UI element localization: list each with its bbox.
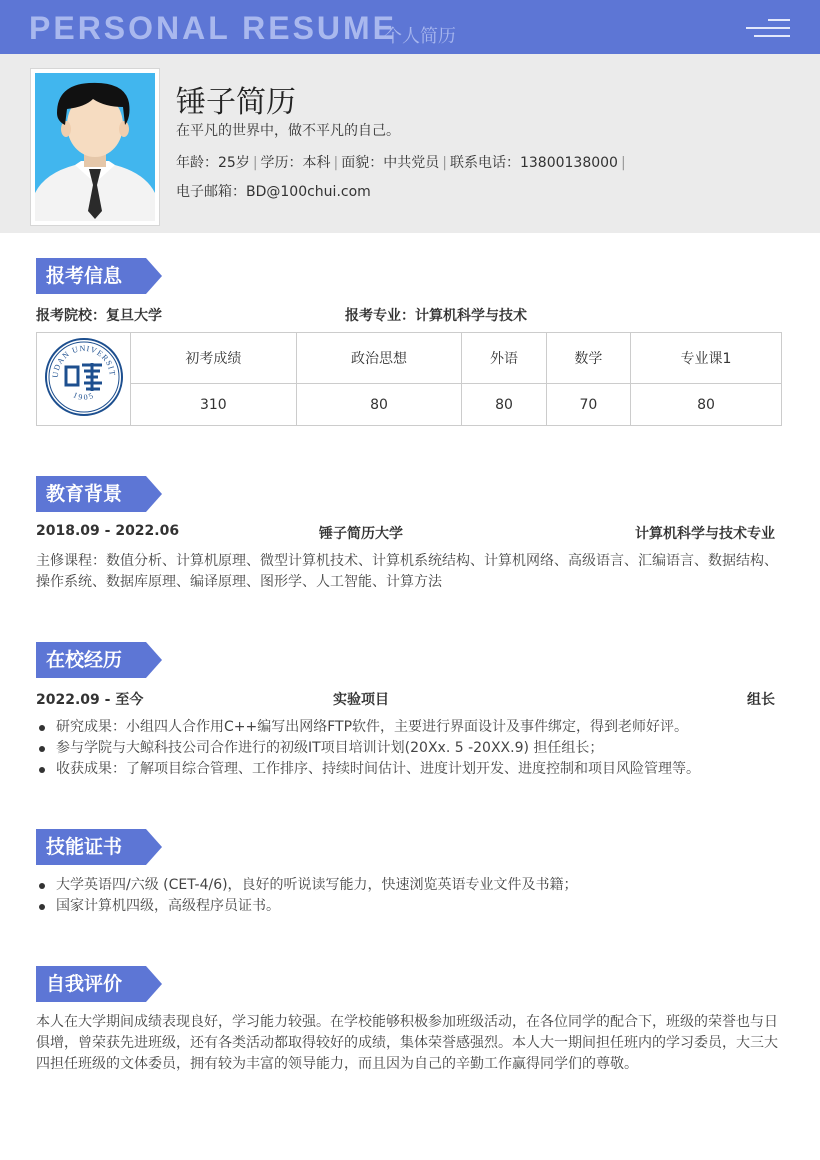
school-logo-cell	[37, 333, 131, 426]
phone: 联系电话：13800138000	[449, 155, 618, 171]
score-header: 外语	[462, 333, 546, 384]
campus-list	[36, 717, 796, 780]
profile-panel	[0, 54, 820, 233]
score-header: 专业课1	[631, 333, 782, 384]
list-item: 国家计算机四级，高级程序员证书。	[36, 896, 796, 917]
score-value: 80	[631, 384, 782, 426]
list-item: 大学英语四/六级 (CET-4/6)，良好的听说读写能力，快速浏览英语专业文件及书籍；	[36, 875, 796, 896]
motto: 在平凡的世界中，做不平凡的自己。	[176, 123, 400, 139]
exam-major: 报考专业：计算机科学与技术	[345, 308, 527, 324]
education-period: 2018.09 - 2022.06	[36, 523, 180, 539]
list-item: 收获成果：了解项目综合管理、工作排序、持续时间估计、进度计划开发、进度控制和项目风险管理等。	[36, 759, 796, 780]
self-evaluation-text: 本人在大学期间成绩表现良好，学习能力较强。在学校能够积极参加班级活动，在各位同学的配合下，班级的荣誉也与日俱增，曾荣获先进班级，还有各类活动都取得较好的成绩，集体荣誉感强烈。本人大一期间担任班内的学习委员，大三大四担任班级的文体委员，拥有较为丰富的领导能力，而且因为自己的辛勤工作赢得同学们的尊敬。	[36, 1014, 778, 1072]
exam-school: 报考院校：复旦大学	[36, 308, 162, 324]
score-header: 数学	[546, 333, 630, 384]
age: 年龄：25岁	[176, 155, 250, 171]
education-level: 学历：本科	[260, 155, 331, 171]
skills-list	[36, 875, 796, 917]
top-banner	[0, 0, 820, 54]
candidate-name: 锤子简历	[176, 85, 296, 120]
header-title-en: PERSONAL RESUME	[29, 10, 398, 46]
score-header: 初考成绩	[131, 333, 297, 384]
score-table	[36, 332, 782, 426]
avatar	[35, 73, 155, 221]
education-courses: 主修课程：数值分析、计算机原理、微型计算机技术、计算机系统结构、计算机网络、高级语言、汇编语言、数据结构、操作系统、数据库原理、编译原理、图形学、人工智能、计算方法	[36, 553, 778, 590]
education-major: 计算机科学与技术专业	[635, 526, 775, 542]
campus-project: 实验项目	[333, 692, 389, 708]
score-header: 政治思想	[296, 333, 462, 384]
campus-role: 组长	[747, 692, 775, 708]
list-item: 研究成果：小组四人合作用C++编写出网络FTP软件，主要进行界面设计及事件绑定，得到老师好评。	[36, 717, 796, 738]
list-item: 参与学院与大鲸科技公司合作进行的初级IT项目培训计划(20Xx. 5 -20XX.9) 担任组长；	[36, 738, 796, 759]
header-title-cn: 个人简历	[384, 26, 456, 47]
svg-text:1905: 1905	[71, 390, 96, 403]
score-value: 80	[296, 384, 462, 426]
menu-lines-icon[interactable]	[746, 19, 790, 39]
education-school: 锤子简历大学	[319, 526, 403, 542]
email: 电子邮箱：BD@100chui.com	[176, 184, 371, 200]
score-value: 70	[546, 384, 630, 426]
avatar-frame	[30, 68, 160, 226]
campus-period: 2022.09 - 至今	[36, 692, 144, 708]
svg-text:FUDAN UNIVERSITY: UDAN UNIVERSIT	[50, 343, 117, 379]
score-value: 80	[462, 384, 546, 426]
score-value: 310	[131, 384, 297, 426]
political-status: 面貌：中共党员	[341, 155, 440, 171]
basic-info-line: 年龄：25岁 | 学历：本科 | 面貌：中共党员 | 联系电话：13800138000 |	[176, 155, 626, 171]
fudan-university-seal-icon	[44, 337, 124, 417]
